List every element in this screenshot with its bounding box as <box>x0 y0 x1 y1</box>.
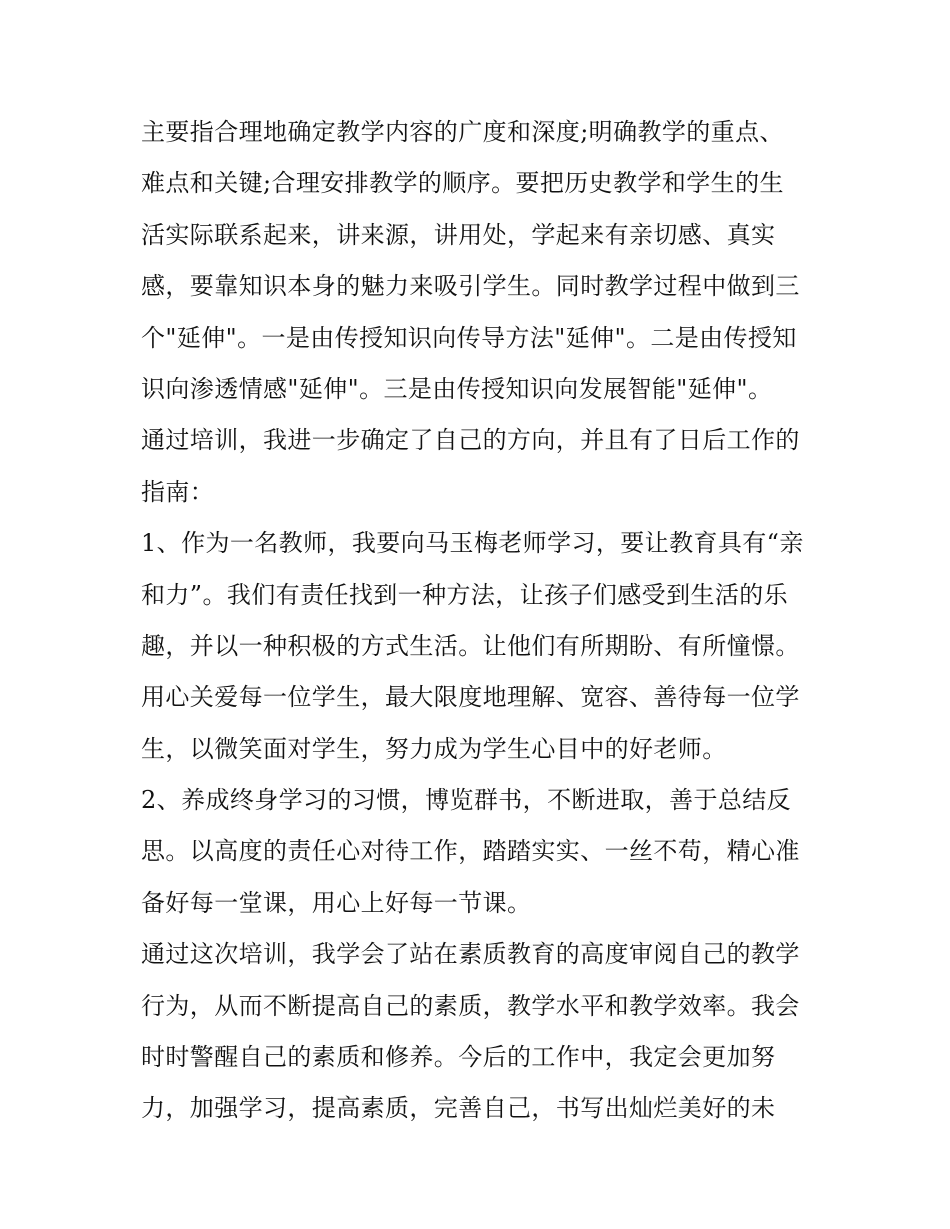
text-line: 感，要靠知识本身的魅力来吸引学生。同时教学过程中做到三 <box>141 272 800 301</box>
text-line: 备好每一堂课，用心上好每一节课。 <box>141 888 532 917</box>
body-text <box>141 107 821 1135</box>
text-line: 活实际联系起来，讲来源，讲用处，学起来有亲切感、真实 <box>141 220 776 249</box>
text-line: 时时警醒自己的素质和修养。今后的工作中，我定会更加努 <box>141 1043 776 1072</box>
text-line: 2、养成终身学习的习惯，博览群书，不断进取，善于总结反 <box>141 786 792 815</box>
text-line: 思。以高度的责任心对待工作，踏踏实实、一丝不苟，精心准 <box>141 837 800 866</box>
text-line: 趣，并以一种积极的方式生活。让他们有所期盼、有所憧憬。 <box>141 631 800 660</box>
text-line: 1、作为一名教师，我要向马玉梅老师学习，要让教育具有“亲 <box>141 529 804 558</box>
text-line: 识向渗透情感"延伸"。三是由传授知识向发展智能"延伸"。 <box>141 374 773 403</box>
text-line: 主要指合理地确定教学内容的广度和深度;明确教学的重点、 <box>141 118 784 146</box>
text-line: 行为，从而不断提高自己的素质，教学水平和教学效率。我会 <box>141 991 800 1020</box>
text-line: 通过这次培训，我学会了站在素质教育的高度审阅自己的教学 <box>141 940 800 969</box>
text-line: 难点和关键;合理安排教学的顺序。要把历史教学和学生的生 <box>141 169 784 198</box>
text-line: 用心关爱每一位学生，最大限度地理解、宽容、善待每一位学 <box>141 683 800 712</box>
text-line: 和力”。我们有责任找到一种方法，让孩子们感受到生活的乐 <box>141 580 789 609</box>
text-line: 通过培训，我进一步确定了自己的方向，并且有了日后工作的 <box>141 426 800 455</box>
text-line: 力，加强学习，提高素质，完善自己，书写出灿烂美好的未 <box>141 1094 776 1123</box>
text-line: 生，以微笑面对学生，努力成为学生心目中的好老师。 <box>141 734 727 763</box>
text-line: 个"延伸"。一是由传授知识向传导方法"延伸"。二是由传授知 <box>141 323 797 352</box>
text-line: 指南： <box>141 477 215 506</box>
